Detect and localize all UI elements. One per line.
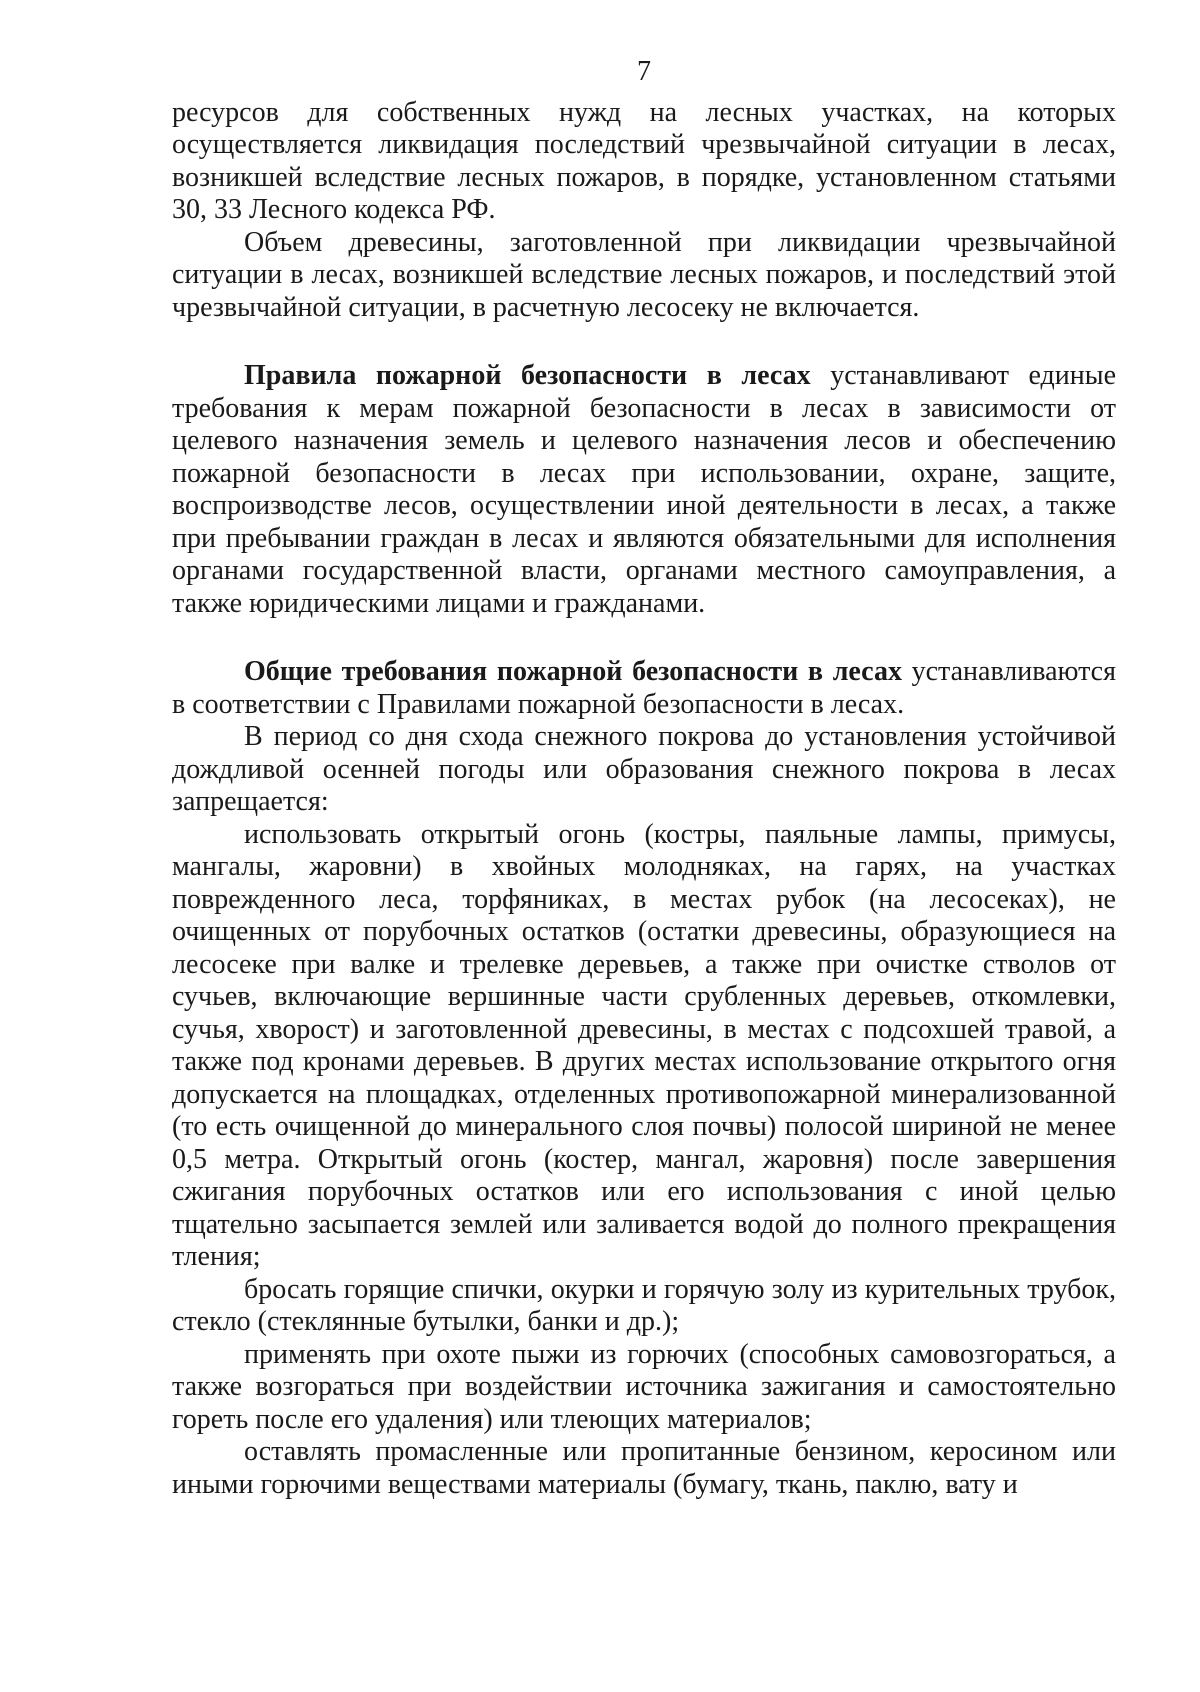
list-item-matches: бросать горящие спички, окурки и горячую золу из курительных трубок, стекло (стеклянные бутылки, банки и др.); [172, 1273, 1116, 1337]
paragraph-continuation: ресурсов для собственных нужд на лесных участках, на которых осуществляется ликвидация последствий чрезвычайной ситуации в лесах, возникшей вследствие лесных пожаров, в порядке, установленном статьями 30, 33 Лесного кодекса РФ. [172, 96, 1116, 225]
paragraph-text: устанавливаются в соответствии с Правилами пожарной безопасности в лесах. [172, 656, 1116, 720]
bold-term-fire-safety-rules: Правила пожарной безопасности в лесах [244, 360, 811, 391]
bold-term-general-requirements: Общие требования пожарной безопасности в лесах [244, 656, 902, 687]
list-item-open-fire: использовать открытый огонь (костры, паяльные лампы, примусы, мангалы, жаровни) в хвойных молодняках, на гарях, на участках поврежденного леса, торфяниках, в местах рубок (на лесосеках), не очищенных от порубочных остатков (остатки древесины, образующиеся на лесосеке при валке и трелевке деревьев, а также при очистке стволов от сучьев, включающие вершинные части срубленных деревьев, откомлевки, сучья, хворост) и заготовленной древесины, в местах с подсохшей травой, а также под кронами деревьев. В других местах использование открытого огня допускается на площадках, отделенных противопожарной минерализованной (то есть очищенной до минерального слоя почвы) полосой шириной не менее 0,5 метра. Открытый огонь (костер, мангал, жаровня) после завершения сжигания порубочных остатков или его использования с иной целью тщательно засыпается землей или заливается водой до полного прекращения тления; [172, 818, 1116, 1272]
paragraph-prohibited-period: В период со дня схода снежного покрова до установления устойчивой дождливой осенней погоды или образования снежного покрова в лесах запрещается: [172, 721, 1116, 817]
paragraph-text: устанавливают единые требования к мерам пожарной безопасности в лесах в зависимости от целевого назначения земель и целевого назначения лесов и обеспечению пожарной безопасности в лесах при использовании, охране, защите, воспроизводстве лесов, осуществлении иной деятельности в лесах, а также при пребывании граждан в лесах и являются обязательными для исполнения органами государственной власти, органами местного самоуправления, а также юридическими лицами и гражданами. [172, 360, 1117, 619]
paragraph-general-requirements [172, 656, 1116, 721]
list-item-oily-materials: оставлять промасленные или пропитанные бензином, керосином или иными горючими веществами материалы (бумагу, ткань, паклю, вату и [172, 1436, 1116, 1500]
document-page [172, 56, 1116, 1501]
page-number: 7 [637, 56, 651, 87]
paragraph-fire-safety-rules [172, 360, 1116, 620]
paragraph-timber-volume: Объем древесины, заготовленной при ликвидации чрезвычайной ситуации в лесах, возникшей вследствие лесных пожаров, и последствий этой чрезвычайной ситуации, в расчетную лесосеку не включается. [172, 226, 1116, 323]
list-item-hunting-wads: применять при охоте пыжи из горючих (способных самовозгораться, а также возгораться при воздействии источника зажигания и самостоятельно гореть после его удаления) или тлеющих материалов; [172, 1338, 1116, 1435]
